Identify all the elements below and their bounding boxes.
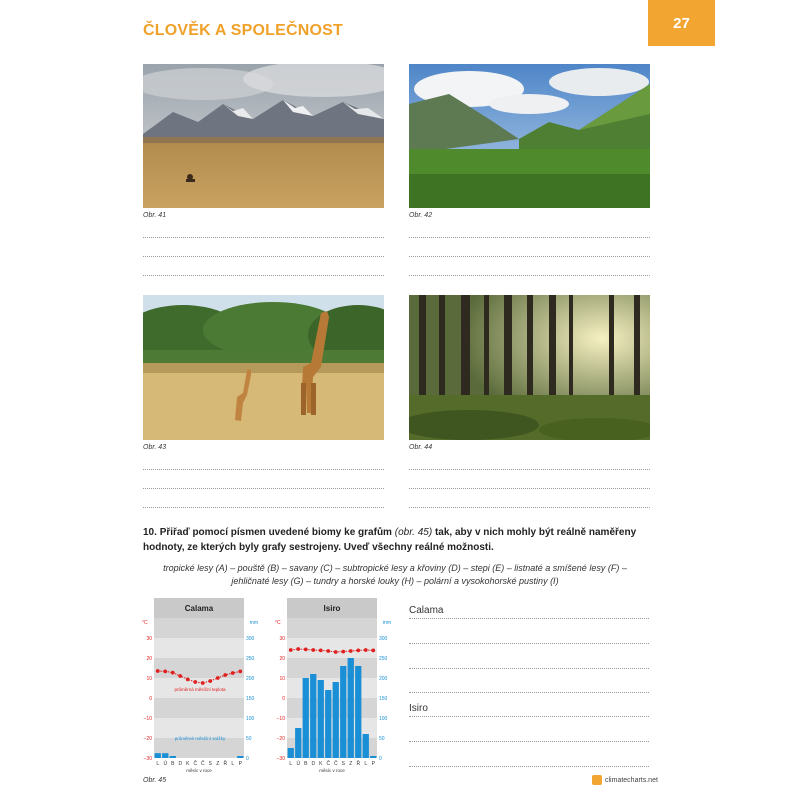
biome-list-line-1: tropické lesy (A) – pouště (B) – savany (C) – subtropické lesy a křoviny (D) – stepi (E) – listnaté a smíšené lesy (F) – [163, 563, 627, 573]
temperature-point [178, 674, 182, 678]
credit-text: climatecharts.net [605, 776, 658, 784]
figure-caption: Obr. 41 [143, 212, 167, 219]
task-instructions [143, 525, 653, 555]
chart-title: Calama [184, 604, 214, 613]
answer-line[interactable] [409, 692, 649, 693]
month-tick-label: Ú [296, 761, 301, 767]
answer-line[interactable] [143, 488, 384, 489]
temperature-point [216, 676, 220, 680]
precipitation-bar [155, 753, 161, 758]
chapter-title: ČLOVĚK A SPOLEČNOST [143, 22, 343, 39]
temperature-unit: °C [275, 620, 281, 626]
temperature-point [364, 648, 368, 652]
answer-line[interactable] [143, 256, 384, 257]
figure-caption: Obr. 43 [143, 444, 167, 451]
precipitation-tick-label: 100 [379, 716, 388, 722]
temperature-tick-label: 30 [146, 636, 152, 642]
page-number-badge [648, 0, 715, 46]
month-tick-label: B [171, 761, 175, 767]
task-number: 10. [143, 527, 157, 538]
precipitation-tick-label: 150 [379, 696, 388, 702]
answer-line[interactable] [143, 237, 384, 238]
month-tick-label: P [371, 761, 375, 767]
task-figure-reference: (obr. 45) [394, 527, 433, 538]
temperature-point [326, 649, 330, 653]
answer-line[interactable] [409, 741, 649, 742]
task-text-before: Přiřaď pomocí písmen uvedené biomy ke grafům [159, 527, 392, 538]
temperature-point [186, 678, 190, 682]
precipitation-tick-label: 100 [246, 716, 255, 722]
page-number: 27 [673, 14, 690, 32]
month-tick-label: P [238, 761, 242, 767]
temperature-point [371, 649, 375, 653]
precipitation-tick-label: 200 [379, 676, 388, 682]
climate-chart-isiro-svg [273, 598, 393, 774]
month-tick-label: K [186, 761, 190, 767]
month-tick-label: Z [216, 761, 220, 767]
answer-line[interactable] [143, 469, 384, 470]
precipitation-bar [355, 666, 361, 758]
month-tick-label: L [156, 761, 160, 767]
temperature-point [296, 647, 300, 651]
month-tick-label: S [208, 761, 212, 767]
precipitation-tick-label: 250 [246, 656, 255, 662]
chart-source-credit [592, 775, 658, 785]
chart-grid-band [287, 678, 377, 698]
figure-caption: Obr. 44 [409, 444, 433, 451]
answer-line[interactable] [143, 275, 384, 276]
answer-label-calama: Calama [409, 605, 444, 616]
answer-line[interactable] [409, 618, 649, 619]
temperature-point [231, 671, 235, 675]
temperature-point [208, 679, 212, 683]
precipitation-tick-label: 250 [379, 656, 388, 662]
answer-line[interactable] [409, 766, 649, 767]
photo-steppe [143, 64, 384, 208]
precipitation-tick-label: 150 [246, 696, 255, 702]
temperature-tick-label: 0 [282, 696, 285, 702]
photo-savanna-giraffes [143, 295, 384, 440]
temperature-series-label: průměrná měsíční teplota [174, 687, 226, 692]
precipitation-bar [318, 680, 324, 758]
chart-grid-band [154, 718, 244, 738]
precipitation-bar [333, 682, 339, 758]
temperature-point [223, 673, 227, 677]
temperature-point [311, 648, 315, 652]
temperature-point [156, 669, 160, 673]
chart-grid-band [287, 658, 377, 678]
x-axis-label: měsíc v roce [319, 768, 345, 773]
temperature-tick-label: −20 [276, 736, 285, 742]
temperature-tick-label: −20 [143, 736, 152, 742]
temperature-tick-label: 30 [279, 636, 285, 642]
task-text-after: tak, aby v nich mohly být reálně naměřeny hodnoty, ze kterých byly grafy sestrojeny. Uveď všechny reálné možnosti. [143, 527, 637, 553]
precipitation-bar [303, 678, 309, 758]
month-tick-label: Ř [356, 761, 361, 767]
answer-line[interactable] [409, 488, 650, 489]
temperature-point [171, 671, 175, 675]
temperature-tick-label: −10 [276, 716, 285, 722]
month-tick-label: S [341, 761, 345, 767]
answer-line[interactable] [143, 507, 384, 508]
month-tick-label: Ř [223, 761, 228, 767]
temperature-tick-label: −10 [143, 716, 152, 722]
temperature-point [201, 681, 205, 685]
precipitation-tick-label: 50 [379, 736, 385, 742]
precipitation-tick-label: 200 [246, 676, 255, 682]
precipitation-bar [348, 658, 354, 758]
temperature-point [289, 648, 293, 652]
biome-list-line-2: jehličnaté lesy (G) – tundry a horské louky (H) – polární a vysokohorské pustiny (I) [231, 576, 559, 586]
chart-grid-band [287, 698, 377, 718]
answer-line[interactable] [409, 256, 650, 257]
temperature-tick-label: 20 [146, 656, 152, 662]
temperature-tick-label: −30 [276, 756, 285, 762]
x-axis-label: měsíc v roce [186, 768, 212, 773]
climate-chart-calama-svg [140, 598, 260, 774]
climate-chart-isiro [273, 598, 393, 774]
photo-coniferous-forest [409, 295, 650, 440]
precipitation-unit: mm [249, 620, 258, 626]
temperature-point [163, 670, 167, 674]
temperature-tick-label: −30 [143, 756, 152, 762]
precipitation-series-label: průměrné měsíční srážky [174, 736, 226, 741]
precipitation-tick-label: 50 [246, 736, 252, 742]
month-tick-label: Č [200, 761, 205, 767]
answer-line[interactable] [409, 237, 650, 238]
precipitation-tick-label: 300 [379, 636, 388, 642]
precipitation-tick-label: 0 [246, 756, 249, 762]
precipitation-bar [162, 753, 168, 758]
month-tick-label: B [304, 761, 308, 767]
chart-grid-band [154, 618, 244, 638]
precipitation-unit: mm [382, 620, 391, 626]
month-tick-label: Z [349, 761, 353, 767]
temperature-point [356, 649, 360, 653]
precipitation-bar [170, 756, 176, 758]
temperature-unit: °C [142, 620, 148, 626]
answer-line[interactable] [409, 507, 650, 508]
figure-caption-45: Obr. 45 [143, 777, 167, 784]
chart-title: Isiro [323, 604, 341, 613]
month-tick-label: L [364, 761, 368, 767]
precipitation-bar [340, 666, 346, 758]
precipitation-bar [310, 674, 316, 758]
precipitation-bar [295, 728, 301, 758]
month-tick-label: K [319, 761, 323, 767]
temperature-point [341, 650, 345, 654]
photo-meadow-valley [409, 64, 650, 208]
chart-grid-band [154, 658, 244, 678]
answer-line[interactable] [409, 643, 649, 644]
temperature-tick-label: 0 [149, 696, 152, 702]
climate-chart-calama [140, 598, 260, 774]
month-tick-label: Ú [163, 761, 168, 767]
biome-list [150, 562, 640, 588]
month-tick-label: L [231, 761, 235, 767]
chart-grid-band [154, 698, 244, 718]
month-tick-label: D [178, 761, 183, 767]
month-tick-label: Č [193, 761, 198, 767]
precipitation-bar [288, 748, 294, 758]
temperature-point [193, 680, 197, 684]
precipitation-tick-label: 0 [379, 756, 382, 762]
month-tick-label: Č [326, 761, 331, 767]
chart-grid-band [287, 618, 377, 638]
chart-grid-band [287, 638, 377, 658]
temperature-tick-label: 20 [279, 656, 285, 662]
temperature-point [349, 649, 353, 653]
climatecharts-logo-icon [592, 775, 602, 785]
temperature-point [319, 649, 323, 653]
month-tick-label: D [311, 761, 316, 767]
precipitation-bar [370, 756, 376, 758]
month-tick-label: L [289, 761, 293, 767]
answer-label-isiro: Isiro [409, 703, 428, 714]
temperature-tick-label: 10 [146, 676, 152, 682]
answer-line[interactable] [409, 716, 649, 717]
precipitation-tick-label: 300 [246, 636, 255, 642]
figure-caption: Obr. 42 [409, 212, 433, 219]
chart-grid-band [154, 638, 244, 658]
precipitation-bar [325, 690, 331, 758]
precipitation-bar [237, 756, 243, 758]
temperature-point [334, 650, 338, 654]
temperature-point [304, 648, 308, 652]
temperature-point [238, 670, 242, 674]
temperature-tick-label: 10 [279, 676, 285, 682]
precipitation-bar [363, 734, 369, 758]
month-tick-label: Č [333, 761, 338, 767]
answer-line[interactable] [409, 668, 649, 669]
answer-line[interactable] [409, 469, 650, 470]
answer-line[interactable] [409, 275, 650, 276]
